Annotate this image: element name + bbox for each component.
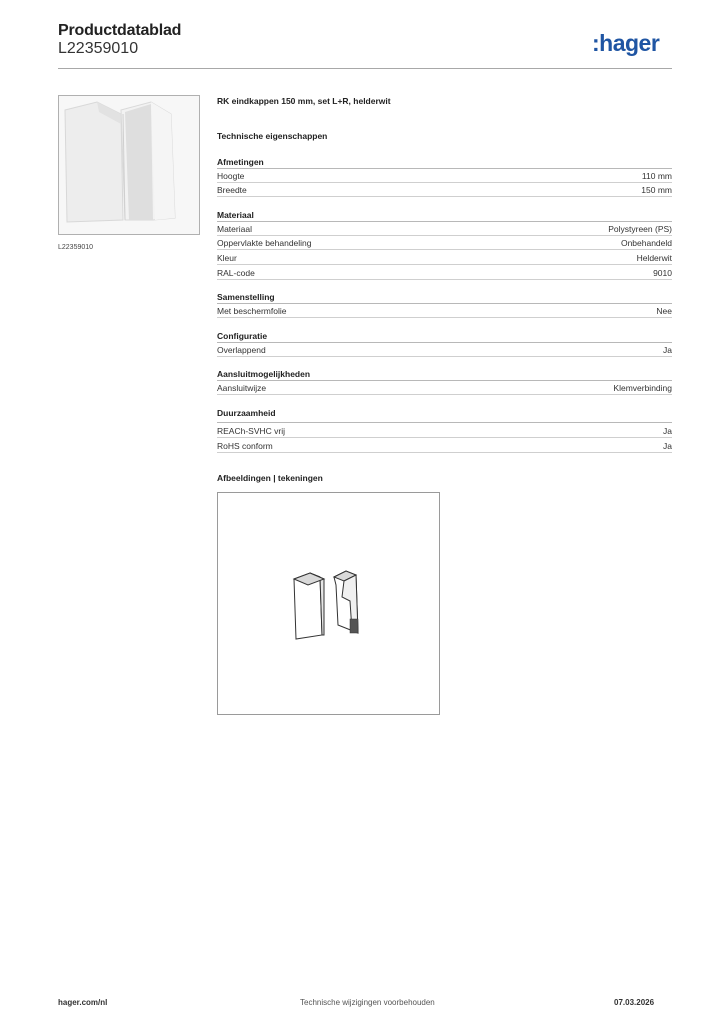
spec-label: RAL-code (217, 268, 255, 278)
footer-website[interactable]: hager.com/nl (58, 998, 108, 1007)
group-divider (217, 303, 672, 304)
spec-label: Kleur (217, 253, 237, 263)
row-divider (217, 249, 672, 250)
group-divider (217, 168, 672, 169)
photo-caption: L22359010 (58, 244, 94, 251)
group-title: Duurzaamheid (217, 408, 276, 418)
group-divider (217, 221, 672, 222)
technical-drawing (217, 492, 440, 715)
group-divider (217, 380, 672, 381)
spec-value: 9010 (653, 268, 672, 278)
product-code: L22359010 (58, 40, 139, 57)
group-title: Aansluitmogelijkheden (217, 369, 311, 379)
spec-label: REACh-SVHC vrij (217, 426, 286, 436)
spec-value: Ja (663, 441, 672, 451)
group-title: Materiaal (217, 210, 254, 220)
spec-value: Helderwit (636, 253, 672, 263)
page-title: Productdatablad (58, 22, 182, 39)
row-divider (217, 182, 672, 183)
row-divider (217, 196, 672, 197)
header-divider (58, 68, 672, 69)
spec-value: Nee (656, 306, 672, 316)
group-title: Samenstelling (217, 292, 275, 302)
hager-logo: :hager (592, 30, 660, 56)
footer-note: Technische wijzigingen voorbehouden (300, 998, 435, 1007)
row-divider (217, 452, 672, 453)
end-cap-drawing-image (218, 493, 439, 714)
row-divider (217, 437, 672, 438)
spec-label: RoHS conform (217, 441, 273, 451)
group-divider (217, 342, 672, 343)
spec-value: Klemverbinding (613, 383, 672, 393)
spec-label: Oppervlakte behandeling (217, 238, 312, 248)
spec-value: Onbehandeld (620, 238, 672, 248)
spec-label: Met beschermfolie (217, 306, 287, 316)
spec-value: Ja (663, 426, 672, 436)
spec-value: Ja (663, 345, 672, 355)
group-divider (217, 422, 672, 423)
spec-value: 110 mm (641, 171, 672, 181)
row-divider (217, 235, 672, 236)
row-divider (217, 264, 672, 265)
row-divider (217, 356, 672, 357)
spec-label: Overlappend (217, 345, 266, 355)
product-photo (58, 95, 200, 235)
row-divider (217, 317, 672, 318)
spec-label: Aansluitwijze (217, 383, 267, 393)
spec-label: Hoogte (217, 171, 245, 181)
technical-properties-heading: Technische eigenschappen (217, 131, 328, 141)
row-divider (217, 279, 672, 280)
end-cap-photo-image (59, 96, 199, 234)
images-heading: Afbeeldingen | tekeningen (217, 473, 323, 483)
row-divider (217, 394, 672, 395)
spec-label: Materiaal (217, 224, 252, 234)
product-name: RK eindkappen 150 mm, set L+R, helderwit (217, 96, 391, 106)
group-title: Afmetingen (217, 157, 264, 167)
spec-label: Breedte (217, 185, 247, 195)
spec-value: Polystyreen (PS) (608, 224, 672, 234)
group-title: Configuratie (217, 331, 268, 341)
spec-value: 150 mm (641, 185, 672, 195)
footer-date: 07.03.2026 (614, 998, 655, 1007)
